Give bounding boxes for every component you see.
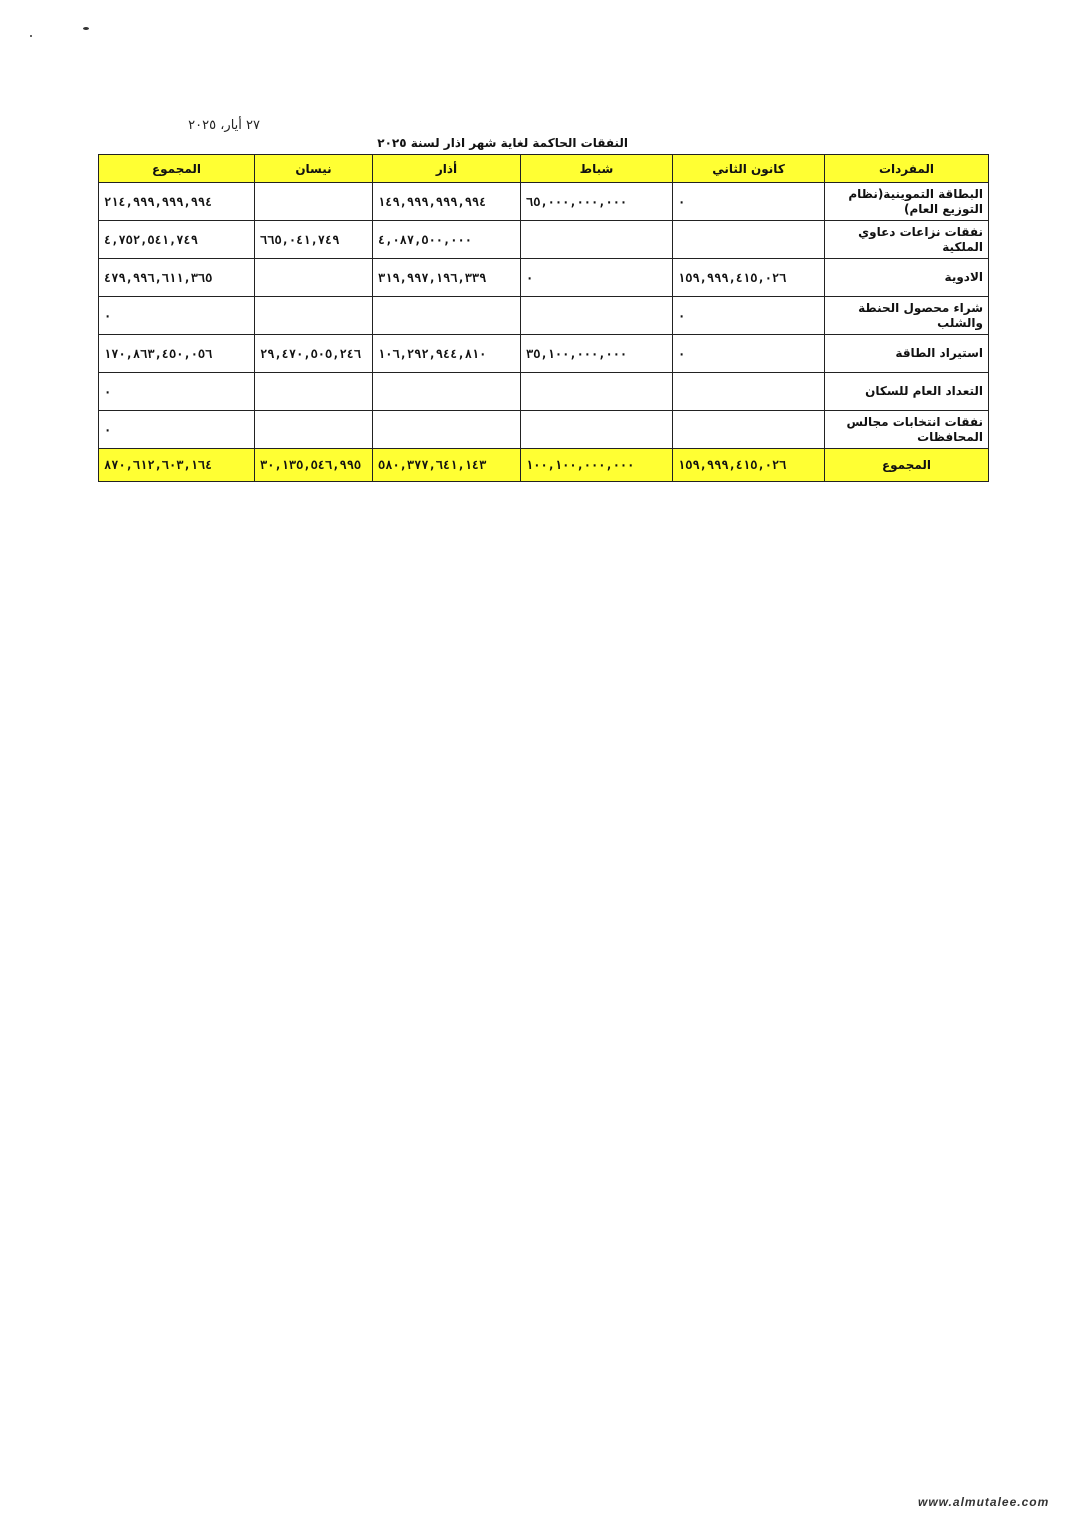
cell-april xyxy=(255,259,373,297)
total-march: ٥٨٠,٣٧٧,٦٤١,١٤٣ xyxy=(373,449,521,482)
table-title: النفقات الحاكمة لغاية شهر اذار لسنة ٢٠٢٥ xyxy=(377,136,628,150)
table-header-row xyxy=(99,155,989,183)
cell-february: ٣٥,١٠٠,٠٠٠,٠٠٠ xyxy=(521,335,673,373)
cell-total: ٠ xyxy=(99,373,255,411)
total-february: ١٠٠,١٠٠,٠٠٠,٠٠٠ xyxy=(521,449,673,482)
cell-february xyxy=(521,297,673,335)
cell-february xyxy=(521,221,673,259)
cell-january xyxy=(673,411,825,449)
cell-total: ٠ xyxy=(99,411,255,449)
row-item: استيراد الطاقة xyxy=(825,335,989,373)
cell-february: ٦٥,٠٠٠,٠٠٠,٠٠٠ xyxy=(521,183,673,221)
cell-total: ١٧٠,٨٦٣,٤٥٠,٠٥٦ xyxy=(99,335,255,373)
cell-january: ١٥٩,٩٩٩,٤١٥,٠٢٦ xyxy=(673,259,825,297)
header-february: شباط xyxy=(521,155,673,183)
cell-april xyxy=(255,297,373,335)
scan-speck xyxy=(83,27,89,30)
document-date: ٢٧ أيار، ٢٠٢٥ xyxy=(188,118,260,133)
cell-total: ٤,٧٥٢,٥٤١,٧٤٩ xyxy=(99,221,255,259)
cell-total: ٤٧٩,٩٩٦,٦١١,٣٦٥ xyxy=(99,259,255,297)
total-january: ١٥٩,٩٩٩,٤١٥,٠٢٦ xyxy=(673,449,825,482)
cell-march xyxy=(373,297,521,335)
cell-january: ٠ xyxy=(673,183,825,221)
totals-row xyxy=(99,449,989,482)
cell-april xyxy=(255,373,373,411)
cell-january xyxy=(673,373,825,411)
table-row xyxy=(99,335,989,373)
cell-april xyxy=(255,183,373,221)
scan-speck xyxy=(30,35,32,37)
cell-february: ٠ xyxy=(521,259,673,297)
table-row xyxy=(99,373,989,411)
cell-total: ٠ xyxy=(99,297,255,335)
table-row xyxy=(99,411,989,449)
total-april: ٣٠,١٣٥,٥٤٦,٩٩٥ xyxy=(255,449,373,482)
cell-march xyxy=(373,373,521,411)
cell-march xyxy=(373,411,521,449)
row-item: نفقات انتخابات مجالس المحافظات xyxy=(825,411,989,449)
header-total: المجموع xyxy=(99,155,255,183)
cell-january xyxy=(673,221,825,259)
cell-february xyxy=(521,373,673,411)
cell-april xyxy=(255,411,373,449)
cell-april: ٦٦٥,٠٤١,٧٤٩ xyxy=(255,221,373,259)
row-item: شراء محصول الحنطة والشلب xyxy=(825,297,989,335)
cell-january: ٠ xyxy=(673,297,825,335)
header-january: كانون الثاني xyxy=(673,155,825,183)
header-march: أذار xyxy=(373,155,521,183)
cell-january: ٠ xyxy=(673,335,825,373)
header-april: نيسان xyxy=(255,155,373,183)
grand-total: ٨٧٠,٦١٢,٦٠٣,١٦٤ xyxy=(99,449,255,482)
expenses-table xyxy=(98,154,989,482)
cell-march: ١٠٦,٢٩٢,٩٤٤,٨١٠ xyxy=(373,335,521,373)
row-item: نفقات نزاعات دعاوي الملكية xyxy=(825,221,989,259)
site-watermark: www.almutalee.com xyxy=(918,1495,1050,1509)
table-row xyxy=(99,221,989,259)
cell-march: ٤,٠٨٧,٥٠٠,٠٠٠ xyxy=(373,221,521,259)
row-item: الادوية xyxy=(825,259,989,297)
header-items: المفردات xyxy=(825,155,989,183)
table-row xyxy=(99,183,989,221)
row-item: التعداد العام للسكان xyxy=(825,373,989,411)
cell-april: ٢٩,٤٧٠,٥٠٥,٢٤٦ xyxy=(255,335,373,373)
row-item: البطاقة التموينية(نظام التوزيع العام) xyxy=(825,183,989,221)
table-row xyxy=(99,259,989,297)
cell-february xyxy=(521,411,673,449)
totals-label: المجموع xyxy=(825,449,989,482)
cell-total: ٢١٤,٩٩٩,٩٩٩,٩٩٤ xyxy=(99,183,255,221)
cell-march: ٣١٩,٩٩٧,١٩٦,٣٣٩ xyxy=(373,259,521,297)
cell-march: ١٤٩,٩٩٩,٩٩٩,٩٩٤ xyxy=(373,183,521,221)
table-row xyxy=(99,297,989,335)
